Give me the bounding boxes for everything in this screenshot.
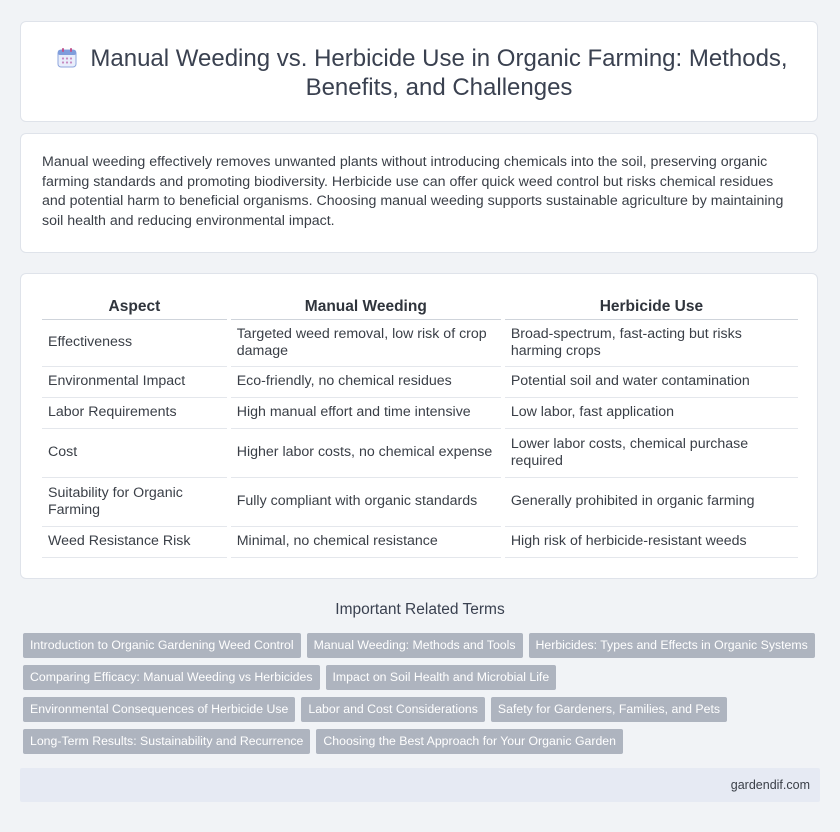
cell-manual: Higher labor costs, no chemical expense [231, 429, 501, 478]
table-row [42, 398, 798, 429]
table-row [42, 478, 798, 527]
related-term-tag[interactable]: Comparing Efficacy: Manual Weeding vs Herbicides [23, 665, 320, 690]
comparison-card [20, 273, 818, 579]
related-terms-list [23, 633, 823, 754]
related-term-tag[interactable]: Introduction to Organic Gardening Weed Control [23, 633, 301, 658]
cell-manual: High manual effort and time intensive [231, 398, 501, 429]
cell-herbicide: Lower labor costs, chemical purchase required [505, 429, 798, 478]
cell-manual: Fully compliant with organic standards [231, 478, 501, 527]
footer-site-link[interactable]: gardendif.com [730, 778, 810, 792]
cell-herbicide: Broad-spectrum, fast-acting but risks harming crops [505, 320, 798, 367]
related-term-tag[interactable]: Manual Weeding: Methods and Tools [307, 633, 523, 658]
related-term-tag[interactable]: Safety for Gardeners, Families, and Pets [491, 697, 727, 722]
cell-aspect: Labor Requirements [42, 398, 227, 429]
intro-paragraph: Manual weeding effectively removes unwanted plants without introducing chemicals into the soil, preserving organic farming standards and promoting biodiversity. Herbicide use can offer quick weed control but risks chemical residues and potential harm to beneficial organisms. Choosing manual weeding supports sustainable agriculture by maintaining soil health and reducing environmental impact. [42, 154, 784, 229]
related-term-tag[interactable]: Choosing the Best Approach for Your Organic Garden [316, 729, 623, 754]
related-term-tag[interactable]: Labor and Cost Considerations [301, 697, 485, 722]
title-card [20, 21, 818, 122]
table-row [42, 320, 798, 367]
table-row [42, 527, 798, 558]
related-term-tag[interactable]: Impact on Soil Health and Microbial Life [326, 665, 557, 690]
intro-card [20, 133, 818, 253]
cell-manual: Eco-friendly, no chemical residues [231, 367, 501, 398]
cell-aspect: Environmental Impact [42, 367, 227, 398]
cell-aspect: Cost [42, 429, 227, 478]
cell-manual: Minimal, no chemical resistance [231, 527, 501, 558]
related-terms-title: Important Related Terms [335, 601, 505, 618]
cell-manual: Targeted weed removal, low risk of crop damage [231, 320, 501, 367]
related-term-tag[interactable]: Herbicides: Types and Effects in Organic Systems [529, 633, 815, 658]
table-row [42, 367, 798, 398]
footer [20, 768, 820, 802]
cell-herbicide: Generally prohibited in organic farming [505, 478, 798, 527]
cell-aspect: Effectiveness [42, 320, 227, 367]
header-manual-weeding: Manual Weeding [231, 294, 501, 320]
page-title: Manual Weeding vs. Herbicide Use in Organic Farming: Methods, Benefits, and Challenges [90, 45, 788, 101]
related-term-tag[interactable]: Environmental Consequences of Herbicide Use [23, 697, 295, 722]
cell-aspect: Weed Resistance Risk [42, 527, 227, 558]
comparison-table [42, 294, 798, 558]
table-row [42, 429, 798, 478]
header-aspect: Aspect [42, 294, 227, 320]
cell-herbicide: High risk of herbicide-resistant weeds [505, 527, 798, 558]
cell-herbicide: Low labor, fast application [505, 398, 798, 429]
cell-herbicide: Potential soil and water contamination [505, 367, 798, 398]
cell-aspect: Suitability for Organic Farming [42, 478, 227, 527]
table-header-row [42, 294, 798, 320]
related-term-tag[interactable]: Long-Term Results: Sustainability and Recurrence [23, 729, 310, 754]
header-herbicide-use: Herbicide Use [505, 294, 798, 320]
